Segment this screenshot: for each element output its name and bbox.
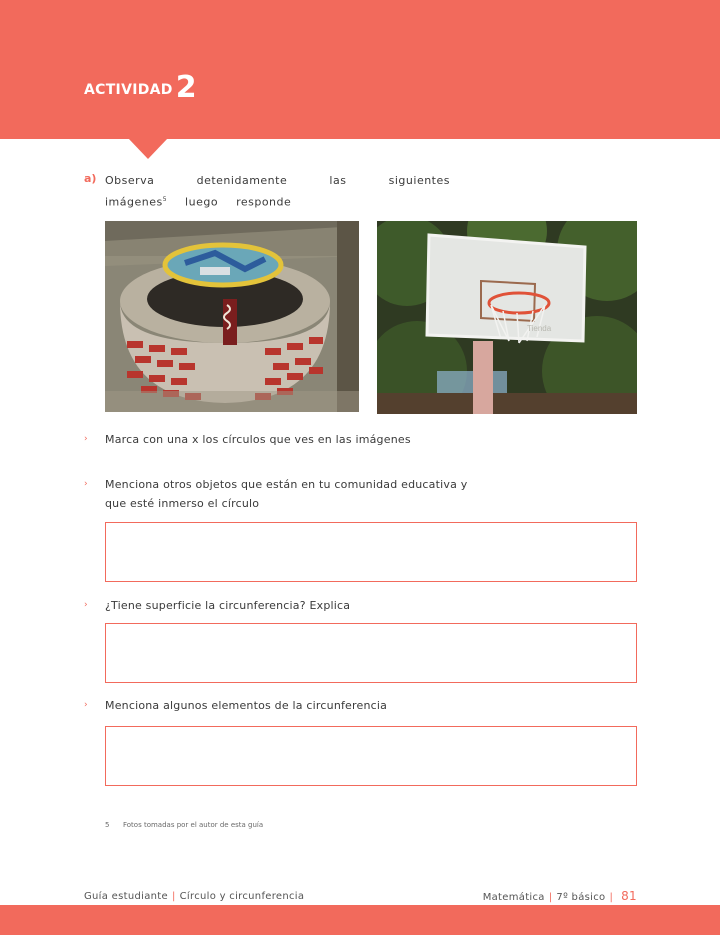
item-a-instruction-end: luego responde (167, 195, 292, 209)
question-1: Marca con una x los círculos que ves en las imágenes (105, 433, 411, 446)
question-2-line-1: Menciona otros objetos que están en tu comunidad educativa y (105, 478, 468, 491)
footer-separator: | (609, 892, 614, 903)
well-photo (105, 221, 359, 412)
footer-left (84, 891, 304, 902)
footnote-text: Fotos tomadas por el autor de esta guía (123, 821, 264, 829)
item-a-instruction: Observa detenidamente las siguientes imágenes (105, 174, 450, 209)
answer-box-2[interactable] (105, 522, 637, 582)
answer-box-4[interactable] (105, 726, 637, 786)
basketball-photo (377, 221, 637, 414)
question-1-bullet: › (84, 434, 88, 444)
question-2-line-2: que esté inmerso el círculo (105, 497, 260, 510)
question-3-bullet: › (84, 600, 88, 610)
footnote-number: 5 (105, 821, 110, 829)
question-2-bullet: › (84, 479, 88, 489)
footnote-ref: 5 (162, 196, 168, 203)
item-a-marker: a) (84, 172, 97, 185)
question-3: ¿Tiene superficie la circunferencia? Explica (105, 599, 351, 612)
svg-text:Tienda: Tienda (527, 324, 552, 333)
footer-subject: Matemática (482, 892, 545, 903)
page-number: 81 (621, 889, 637, 903)
activity-number: 2 (175, 70, 197, 105)
header-notch (128, 138, 168, 159)
question-4: Menciona algunos elementos de la circunferencia (105, 699, 388, 712)
footer-separator: | (171, 891, 176, 902)
footer-right (483, 889, 637, 903)
item-a-text (105, 171, 450, 212)
activity-title (84, 70, 197, 105)
footer-band (0, 905, 720, 935)
footer-grade: 7º básico (556, 892, 606, 903)
activity-word: ACTIVIDAD (84, 82, 173, 98)
footer-separator: | (548, 892, 553, 903)
footer-topic-label: Círculo y circunferencia (179, 891, 305, 902)
footnote (105, 821, 263, 829)
answer-box-3[interactable] (105, 623, 637, 683)
footer-guide-label: Guía estudiante (84, 891, 168, 902)
question-4-bullet: › (84, 700, 88, 710)
